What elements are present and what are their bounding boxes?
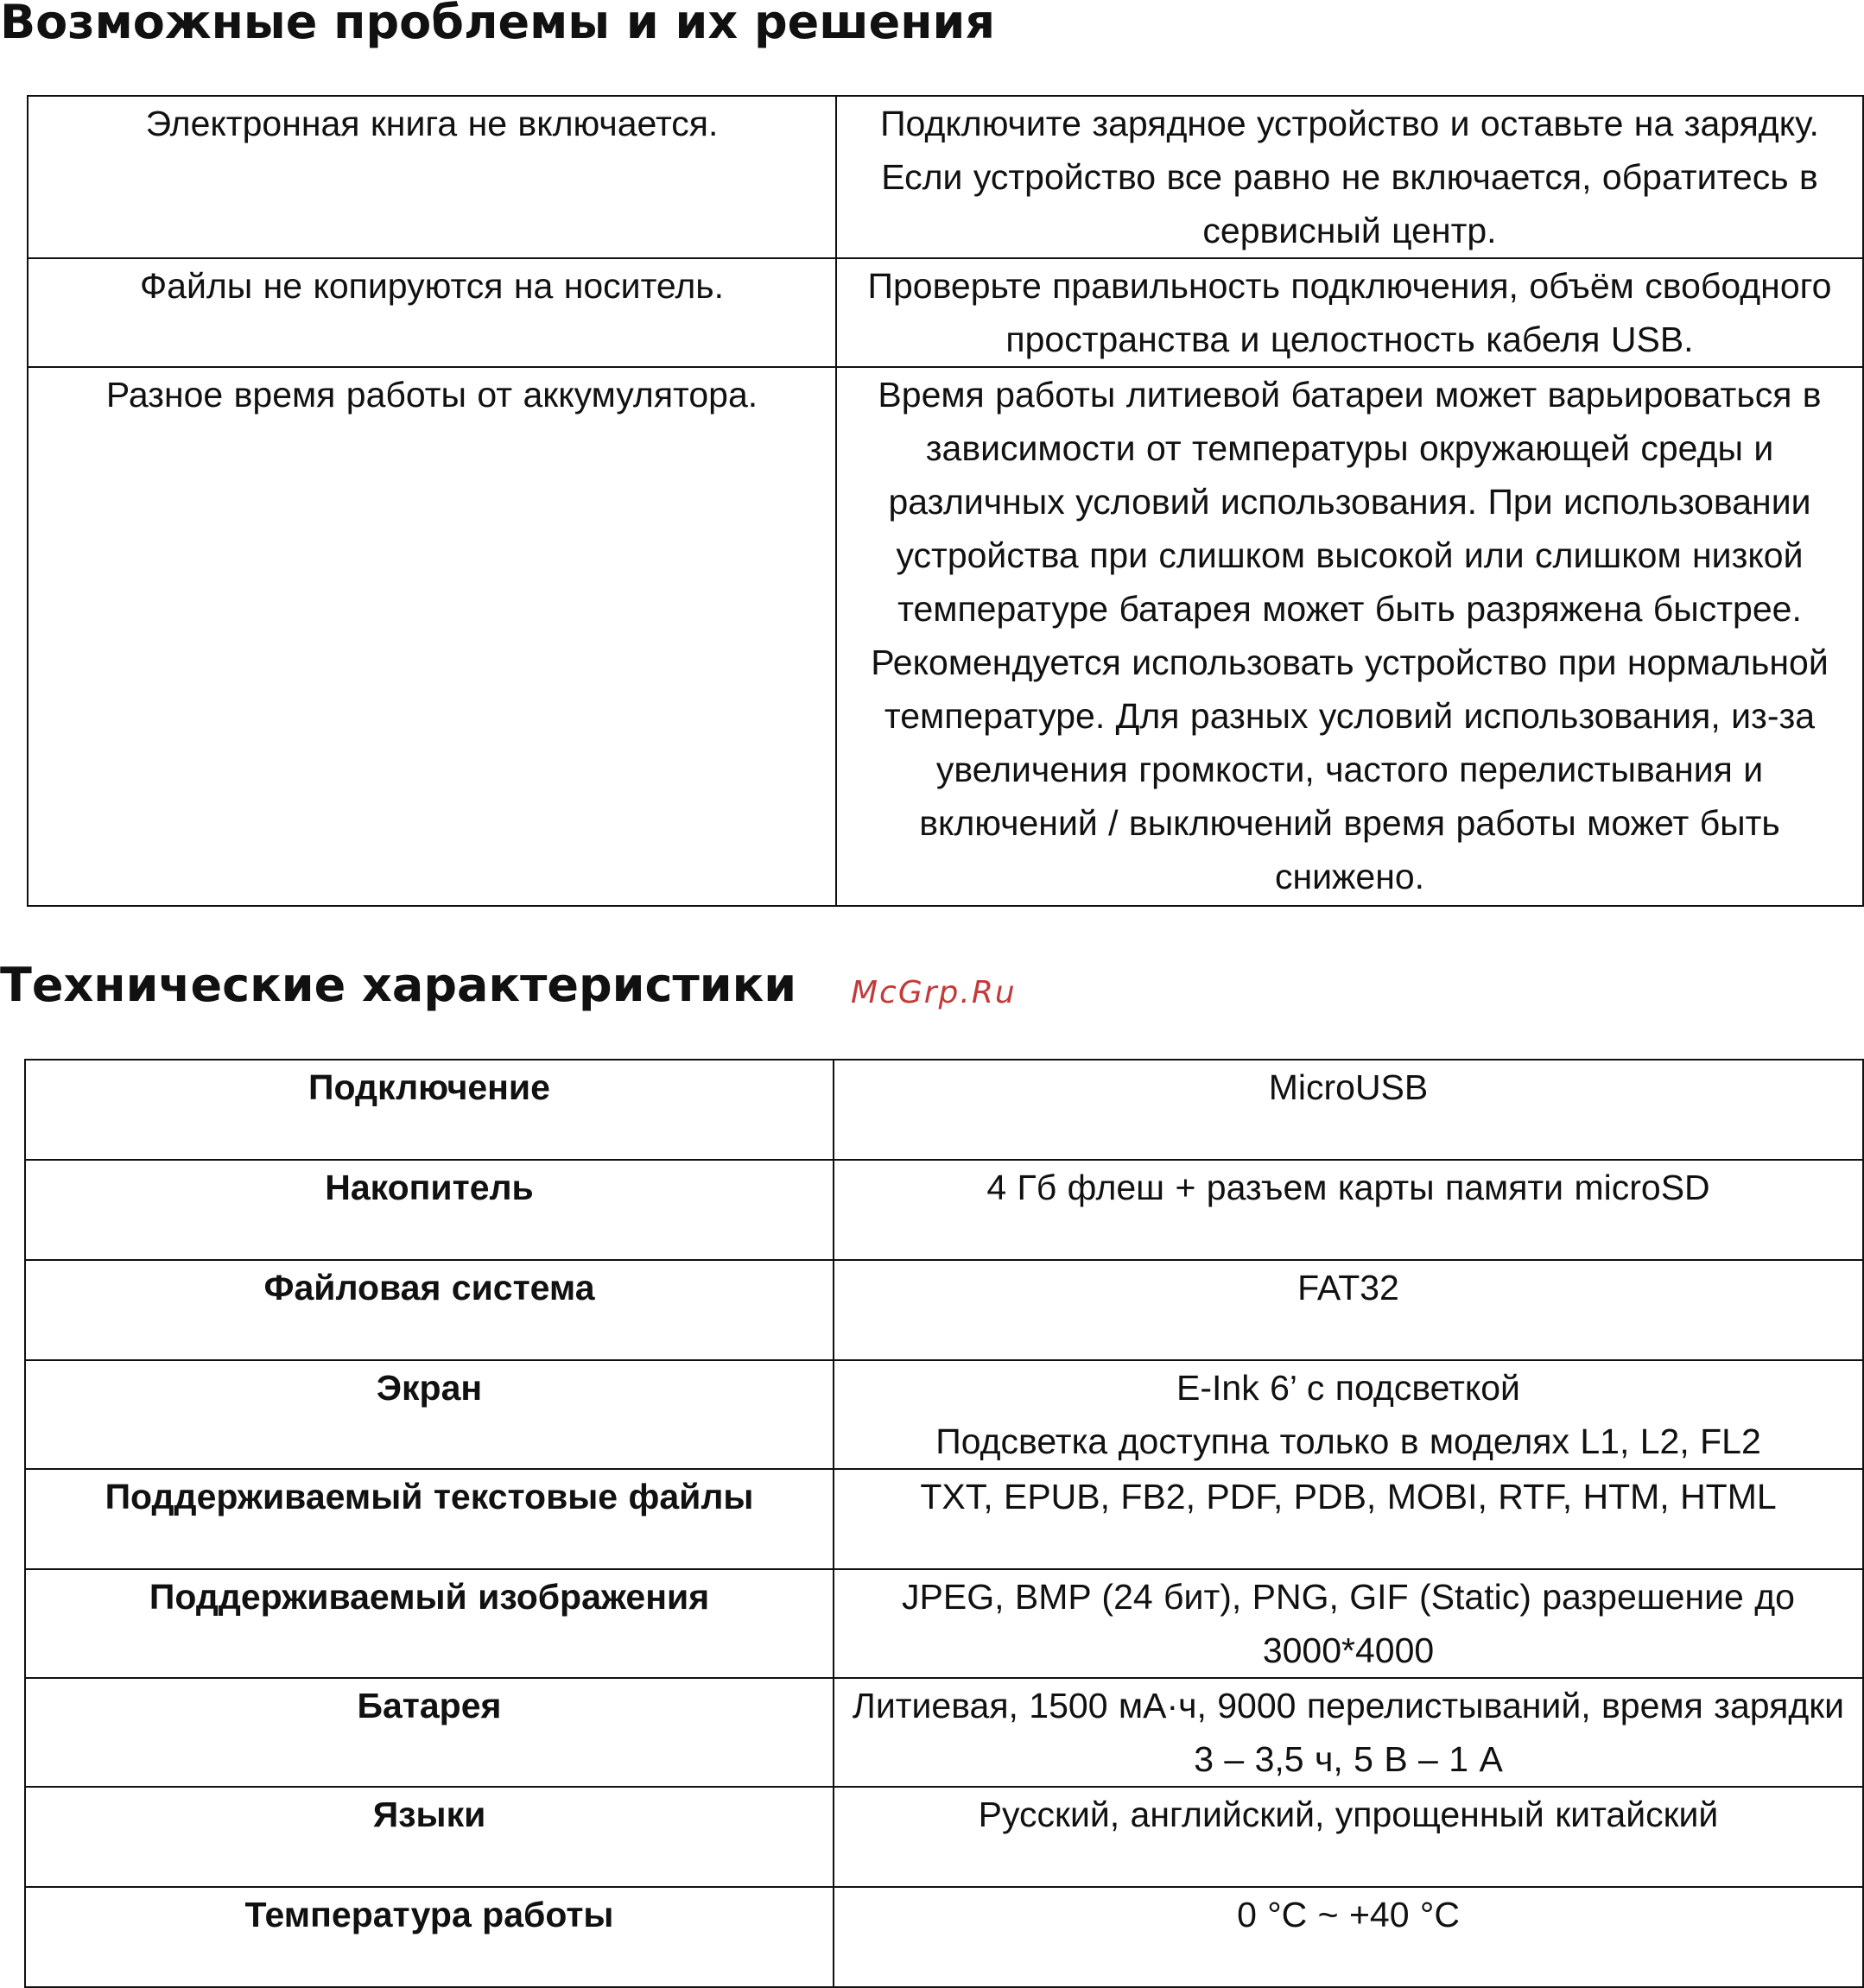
problems-table xyxy=(27,95,1864,907)
spec-label: Батарея xyxy=(25,1678,834,1787)
spec-value: 4 Гб флеш + разъем карты памяти microSD xyxy=(834,1160,1863,1260)
solution-cell xyxy=(836,258,1863,367)
specs-table xyxy=(24,1059,1864,1988)
spec-label: Языки xyxy=(25,1787,834,1887)
table-row xyxy=(25,1678,1863,1787)
watermark-text: McGrp.Ru xyxy=(851,975,1017,1010)
solution-text: Проверьте правильность подключения, объём свободного пространства и целостность кабеля USB. xyxy=(867,266,1832,359)
screen-value-line-1: E-Ink 6’ с подсветкой xyxy=(1176,1368,1520,1408)
table-row xyxy=(25,1469,1863,1569)
spec-label: Подключение xyxy=(25,1060,834,1160)
spec-value: MicroUSB xyxy=(834,1060,1863,1160)
problem-text: Электронная книга не включается. xyxy=(145,104,719,143)
spec-label: Файловая система xyxy=(25,1260,834,1360)
screen-value-line-2: Подсветка доступна только в моделях L1, L2, FL2 xyxy=(935,1421,1761,1461)
spec-value: Русский, английский, упрощенный китайский xyxy=(834,1787,1863,1887)
table-row xyxy=(25,1887,1863,1987)
solution-cell xyxy=(836,367,1863,906)
table-row xyxy=(25,1360,1863,1469)
spec-value: Литиевая, 1500 мА·ч, 9000 перелистываний, время зарядки 3 – 3,5 ч, 5 В – 1 А xyxy=(834,1678,1863,1787)
table-row xyxy=(25,1569,1863,1678)
table-row xyxy=(25,1160,1863,1260)
solution-cell xyxy=(836,96,1863,258)
specs-heading: Технические характеристики xyxy=(0,958,797,1012)
table-row xyxy=(25,1060,1863,1160)
spec-value: FAT32 xyxy=(834,1260,1863,1360)
spec-label: Поддерживаемый изображения xyxy=(25,1569,834,1678)
spec-label: Экран xyxy=(25,1360,834,1469)
table-row xyxy=(28,96,1863,258)
table-row xyxy=(25,1260,1863,1360)
problem-cell xyxy=(28,258,836,367)
problem-cell xyxy=(28,367,836,906)
solution-text: Подключите зарядное устройство и оставьте на зарядку. Если устройство все равно не включается, обратитесь в сервисный центр. xyxy=(880,104,1819,250)
table-row xyxy=(28,258,1863,367)
problem-text: Файлы не копируются на носитель. xyxy=(139,266,724,306)
spec-value xyxy=(834,1360,1863,1469)
problems-heading: Возможные проблемы и их решения xyxy=(0,0,996,49)
table-row xyxy=(25,1787,1863,1887)
spec-value: TXT, EPUB, FB2, PDF, PDB, MOBI, RTF, HTM, HTML xyxy=(834,1469,1863,1569)
spec-label: Накопитель xyxy=(25,1160,834,1260)
spec-value: 0 °C ~ +40 °C xyxy=(834,1887,1863,1987)
spec-label: Температура работы xyxy=(25,1887,834,1987)
spec-value: JPEG, BMP (24 бит), PNG, GIF (Static) разрешение до 3000*4000 xyxy=(834,1569,1863,1678)
table-row xyxy=(28,367,1863,906)
problem-text: Разное время работы от аккумулятора. xyxy=(105,375,758,415)
solution-text: Время работы литиевой батареи может варьироваться в зависимости от температуры окружающей среды и различных условий использования. При использовании устройства при слишком высокой или слишком низкой температуре батарея может быть разряжена быстрее. Рекомендуется использовать устройство при нормальной температуре. Для разных условий использования, из-за увеличения громкости, частого перелистывания и включений / выключений время работы может быть снижено. xyxy=(871,375,1829,896)
spec-label: Поддерживаемый текстовые файлы xyxy=(25,1469,834,1569)
problem-cell xyxy=(28,96,836,258)
